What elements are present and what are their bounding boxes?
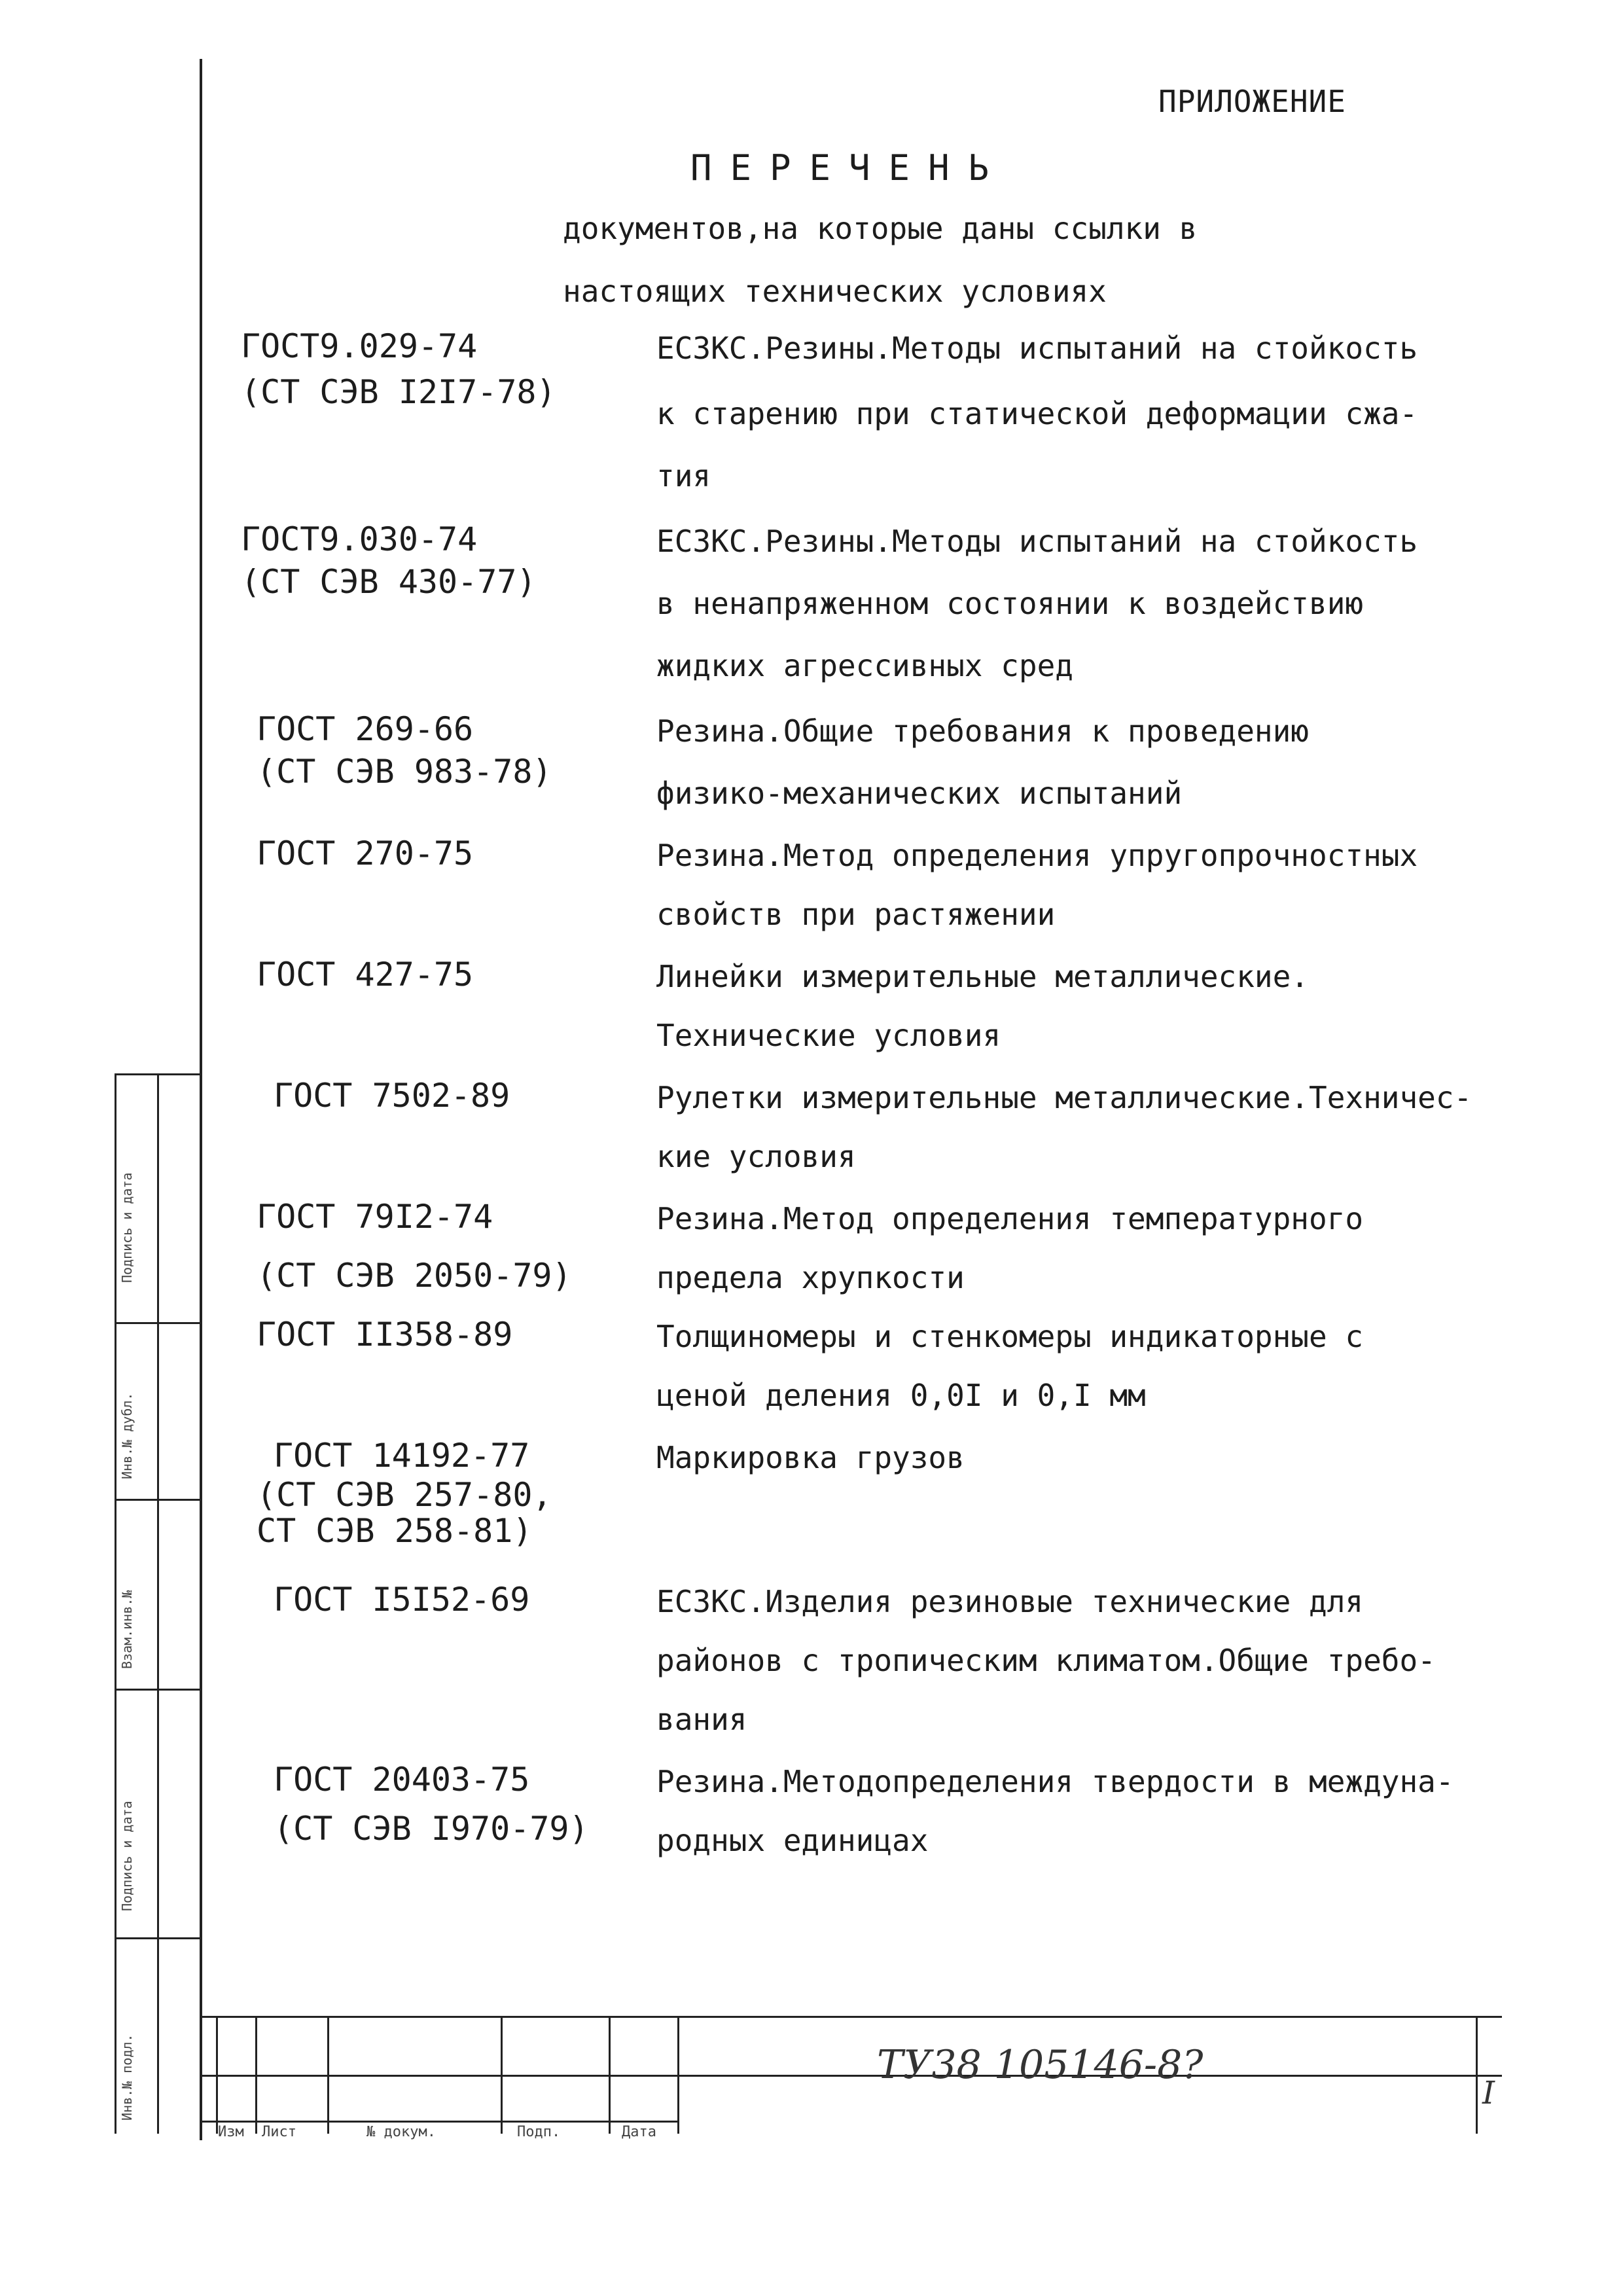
entry-code: ГОСТ 7502-89 [274, 1077, 510, 1115]
entry-desc: Технические условия [656, 1018, 1001, 1053]
entry-code: (СТ СЭВ 257-80, [257, 1476, 552, 1514]
entry-code: ГОСТ II358-89 [257, 1316, 513, 1354]
entry-desc: Резина.Методопределения твердости в междуна- [656, 1764, 1454, 1799]
margin-label: Инв.№ дубл. [119, 1392, 135, 1479]
entry-desc: Резина.Метод определения упругопрочностных [656, 838, 1418, 873]
entry-code: ГОСТ9.030-74 [241, 520, 478, 558]
entry-desc: ЕСЗКС.Резины.Методы испытаний на стойкость [656, 524, 1418, 559]
entry-code: СТ СЭВ 258-81) [257, 1512, 533, 1550]
entry-desc: свойств при растяжении [656, 897, 1056, 932]
entry-desc: Маркировка грузов [656, 1440, 965, 1475]
entry-desc: родных единицах [656, 1823, 929, 1858]
entry-code: ГОСТ 20403-75 [274, 1761, 530, 1799]
entry-desc: Толщиномеры и стенкомеры индикаторные с [656, 1319, 1364, 1354]
subtitle-line-2: настоящих технических условиях [563, 274, 1107, 309]
margin-label: Подпись и дата [119, 1801, 135, 1911]
cell-label: № докум. [366, 2124, 436, 2140]
appendix-label: ПРИЛОЖЕНИЕ [1158, 84, 1346, 119]
page-title: ПЕРЕЧЕНЬ [690, 147, 1008, 188]
entry-code: (СТ СЭВ 983-78) [257, 753, 552, 791]
entry-code: ГОСТ 269-66 [257, 710, 474, 748]
entry-desc: ЕСЗКС.Резины.Методы испытаний на стойкость [656, 331, 1418, 366]
entry-desc: Резина.Общие требования к проведению [656, 713, 1309, 749]
entry-desc: в ненапряженном состоянии к воздействию [656, 586, 1364, 621]
margin-label: Инв.№ подл. [119, 2034, 135, 2121]
entry-code: (СТ СЭВ I970-79) [274, 1810, 589, 1848]
margin-label: Подпись и дата [119, 1172, 135, 1283]
entry-code: ГОСТ 79I2-74 [257, 1198, 493, 1236]
entry-code: (СТ СЭВ 2050-79) [257, 1257, 572, 1295]
document-designation: ТУ38 105146-8? [877, 2042, 1204, 2088]
entry-desc: физико-механических испытаний [656, 776, 1183, 811]
entry-desc: предела хрупкости [656, 1260, 965, 1295]
entry-desc: жидких агрессивных сред [656, 648, 1073, 683]
cell-label: Подп. [517, 2124, 561, 2140]
entry-code: ГОСТ9.029-74 [241, 327, 478, 365]
entry-desc: кие условия [656, 1139, 856, 1174]
entry-code: (СТ СЭВ I2I7-78) [241, 373, 556, 411]
cell-label: Дата [622, 2124, 656, 2140]
entry-code: ГОСТ 427-75 [257, 956, 474, 994]
sheet-number: I [1482, 2075, 1495, 2111]
entry-desc: ЕСЗКС.Изделия резиновые технические для [656, 1584, 1364, 1619]
entry-code: (СТ СЭВ 430-77) [241, 563, 537, 601]
entry-desc: Линейки измерительные металлические. [656, 959, 1309, 994]
cell-label: Изм [218, 2124, 244, 2140]
entry-desc: вания [656, 1702, 747, 1737]
subtitle-line-1: документов,на которые даны ссылки в [563, 211, 1198, 246]
entry-code: ГОСТ 14192-77 [274, 1437, 530, 1475]
entry-desc: районов с тропическим климатом.Общие требо- [656, 1643, 1436, 1678]
entry-code: ГОСТ 270-75 [257, 834, 474, 872]
entry-desc: ценой деления 0,0I и 0,I мм [656, 1378, 1146, 1413]
margin-label: Взам.инв.№ [119, 1590, 135, 1669]
entry-desc: тия [656, 458, 711, 493]
entry-code: ГОСТ I5I52-69 [274, 1581, 530, 1619]
entry-desc: Резина.Метод определения температурного [656, 1201, 1364, 1236]
entry-desc: к старению при статической деформации сжа- [656, 396, 1418, 431]
cell-label: Лист [262, 2124, 296, 2140]
entry-desc: Рулетки измерительные металлические.Техничес- [656, 1080, 1472, 1115]
frame-left-border [200, 59, 202, 2140]
